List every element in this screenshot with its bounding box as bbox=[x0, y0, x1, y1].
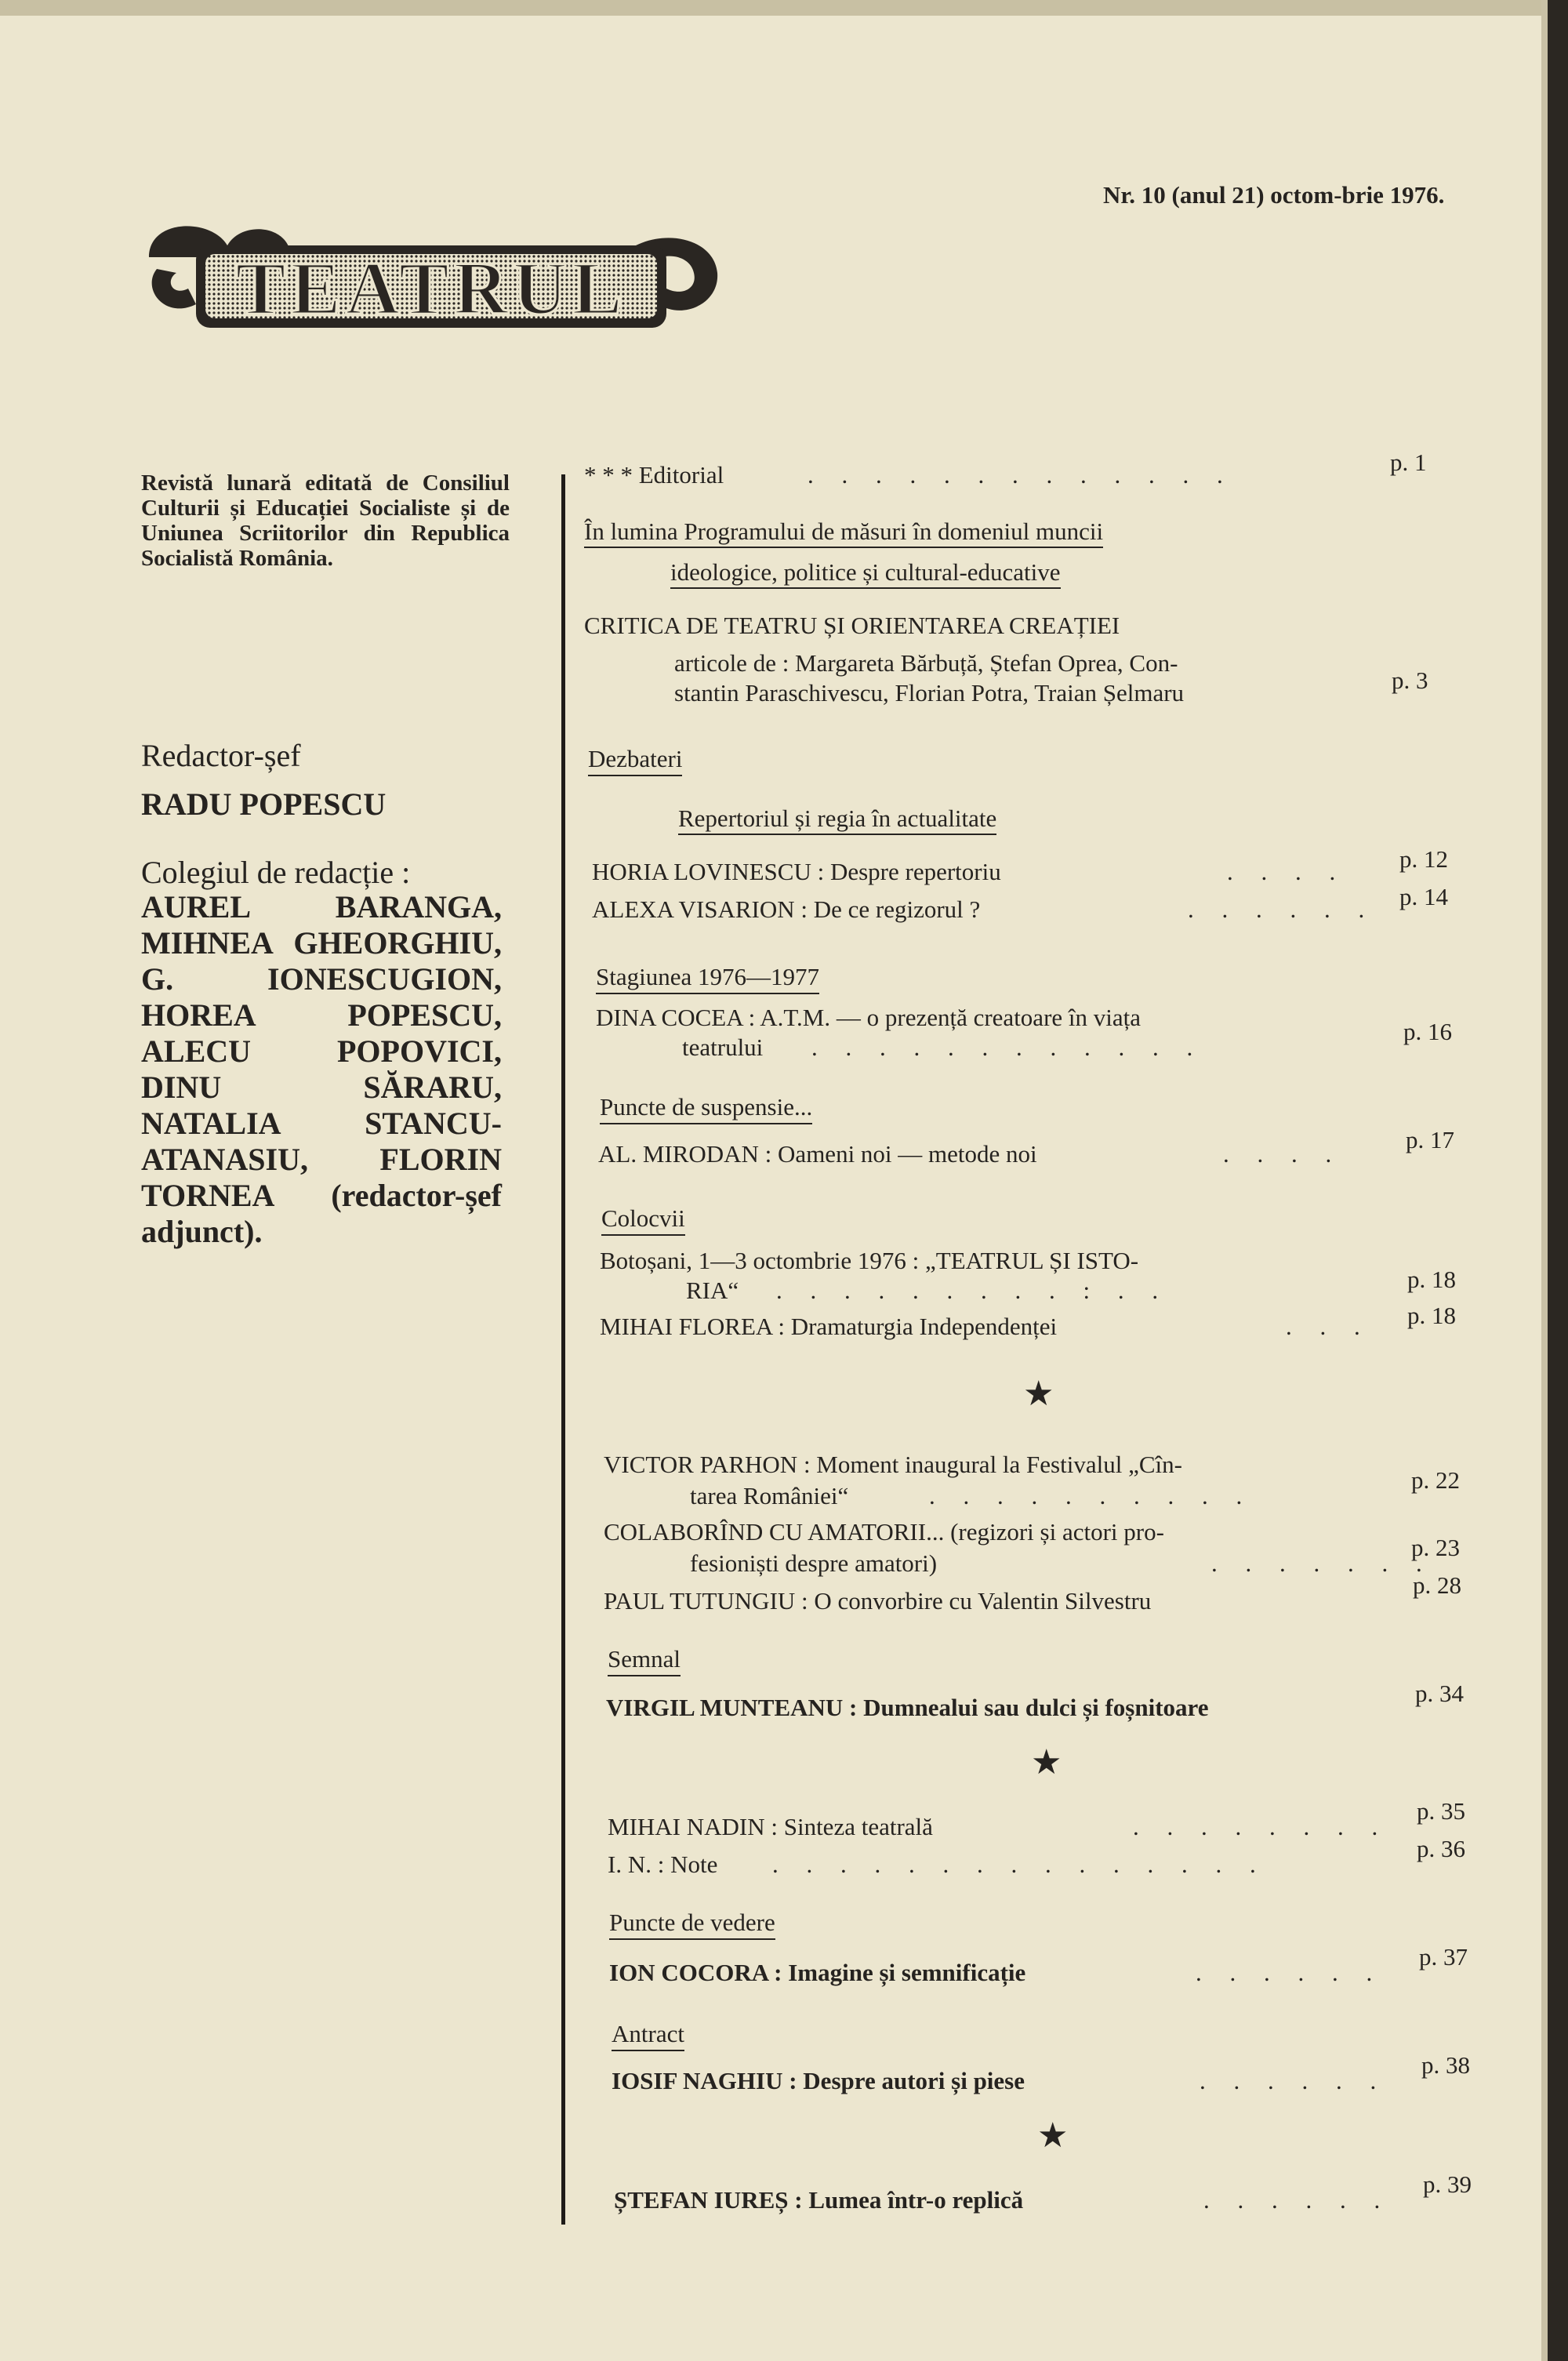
toc-cocea-1: DINA COCEA : A.T.M. — o prezență creatoare în viața bbox=[596, 1004, 1142, 1031]
page-edge bbox=[1548, 0, 1568, 2361]
publisher-note: Revistă lunară editată de Consiliul Culturii și Educației Socialiste și de Uniunea Scriitorilor din Republica Socialistă România. bbox=[141, 470, 510, 571]
toc-parhon-2: tarea României“ bbox=[690, 1482, 849, 1509]
toc-tutungiu: PAUL TUTUNGIU : O convorbire cu Valentin Silvestru bbox=[604, 1587, 1152, 1615]
section-semnal: Semnal bbox=[608, 1645, 681, 1676]
toc-page: p. 17 bbox=[1406, 1126, 1454, 1153]
toc-cocea-2: teatrului bbox=[682, 1033, 764, 1061]
toc-iures: ȘTEFAN IUREȘ : Lumea într-o replică bbox=[614, 2186, 1024, 2214]
toc-botosani-2: RIA“ bbox=[686, 1277, 739, 1304]
toc-leader: . . . . . . . . . . . . . bbox=[808, 461, 1234, 489]
section-puncte-vedere: Puncte de vedere bbox=[609, 1909, 775, 1940]
star-separator: ★ bbox=[1031, 1743, 1062, 1782]
toc-cocora: ION COCORA : Imagine și semnificație bbox=[609, 1959, 1026, 1986]
star-separator: ★ bbox=[1023, 1375, 1054, 1413]
toc-colab-2: fesioniști despre amatori) bbox=[690, 1549, 938, 1577]
toc-page: p. 36 bbox=[1417, 1835, 1465, 1862]
section-dezbateri: Dezbateri bbox=[588, 745, 682, 776]
section-stagiunea: Stagiunea 1976—1977 bbox=[596, 963, 819, 994]
toc-editorial: * * * Editorial bbox=[584, 461, 724, 489]
issue-info: Nr. 10 (anul 21) octom-brie 1976. bbox=[1103, 181, 1445, 209]
page-edge-shadow bbox=[1541, 0, 1548, 2361]
toc-page: p. 37 bbox=[1419, 1943, 1468, 1971]
toc-visarion: ALEXA VISARION : De ce regizorul ? bbox=[592, 895, 981, 923]
toc-naghiu: IOSIF NAGHIU : Despre autori și piese bbox=[612, 2067, 1025, 2094]
toc-page: p. 38 bbox=[1421, 2051, 1470, 2079]
toc-page: p. 35 bbox=[1417, 1797, 1465, 1825]
toc-page: p. 16 bbox=[1403, 1018, 1452, 1045]
table-of-contents: * * * Editorial . . . . . . . . . . . . . p. 1 În lumina Programului de măsuri în domeniul muncii ideologice, politice și cultural-educative CRITICA DE TEATRU ȘI ORIENTAREA CREAȚIEI articole de : Margareta Bărbuță, Ștefan Oprea, Con- stantin Paraschivescu, Florian Potra, Traian Șelmaru p. 3 Dezbateri Repertoriul și regia în actualitate HORIA LOVINESCU : Despre repertoriu . . . . p. 12 ALEXA VISARION : De ce regizorul ? . . . . . . p. 14 Stagiunea 1976—1977 DINA COCEA : A.T.M. — o prezență creatoare în viața teatrului . . . . . . . . . . . . p. 16 Puncte de suspensie... AL. MIRODAN : Oameni noi — metode noi . . . . p. 17 Colocvii Botoșani, 1—3 octombrie 1976 : „TEATRUL ȘI ISTO- RIA“ . . . . . . . . . : . . p. 18 MIHAI FLOREA : Dramaturgia Independenței . . . p. 18 ★ VICTOR PARHON : Moment inaugural la Festivalul „Cîn- tarea României“ . . . . . . . . . . p. 22 COLABORÎND CU AMATORII... (regizori și actori pro- fesioniști despre amatori) . . . . . . . p. 23 PAUL TUTUNGIU : O convorbire cu Valentin Silvestru p. 28 Semnal VIRGIL MUNTEANU : Dumnealui sau dulci și foșnitoare p. 34 ★ MIHAI NADIN : Sinteza teatrală . . . . . . . . p. 35 I. N. : Note . . . . . . . . . . . . . . . p. 36 Puncte de vedere ION COCORA : Imagine și semnificație . . . . . . p. 37 Antract IOSIF NAGHIU : Despre autori și piese . . . . . . p. 38 ★ ȘTEFAN IUREȘ : Lumea într-o replică . . . . . . p. 39 bbox=[584, 449, 1472, 2214]
toc-colab-1: COLABORÎND CU AMATORII... (regizori și actori pro- bbox=[604, 1518, 1164, 1546]
toc-florea: MIHAI FLOREA : Dramaturgia Independenței bbox=[600, 1313, 1058, 1340]
toc-munteanu: VIRGIL MUNTEANU : Dumnealui sau dulci și foșnitoare bbox=[606, 1694, 1209, 1721]
toc-page: p. 18 bbox=[1407, 1266, 1456, 1293]
editor-name: RADU POPESCU bbox=[141, 786, 387, 822]
toc-page: p. 3 bbox=[1392, 667, 1428, 694]
toc-page: p. 14 bbox=[1399, 883, 1448, 910]
toc-nadin: MIHAI NADIN : Sinteza teatrală bbox=[608, 1813, 933, 1840]
toc-lovinescu: HORIA LOVINESCU : Despre repertoriu bbox=[592, 858, 1001, 885]
column-divider bbox=[561, 474, 565, 2225]
toc-page: p. 12 bbox=[1399, 845, 1448, 873]
toc-page: p. 28 bbox=[1413, 1571, 1461, 1599]
toc-page: p. 1 bbox=[1390, 449, 1427, 476]
subsection-repertoriul: Repertoriul și regia în actualitate bbox=[678, 805, 996, 833]
toc-mirodan: AL. MIRODAN : Oameni noi — metode noi bbox=[598, 1140, 1037, 1168]
toc-program-line1: În lumina Programului de măsuri în domeniul muncii bbox=[584, 518, 1103, 546]
toc-critica-authors-2: stantin Paraschivescu, Florian Potra, Traian Șelmaru bbox=[674, 679, 1185, 706]
toc-page: p. 34 bbox=[1415, 1680, 1464, 1707]
toc-program-line2: ideologice, politice și cultural-educative bbox=[670, 558, 1061, 587]
toc-parhon-1: VICTOR PARHON : Moment inaugural la Festivalul „Cîn- bbox=[604, 1451, 1182, 1478]
toc-page: p. 18 bbox=[1407, 1302, 1456, 1329]
toc-critica-title: CRITICA DE TEATRU ȘI ORIENTAREA CREAȚIEI bbox=[584, 612, 1120, 639]
toc-critica-authors-1: articole de : Margareta Bărbuță, Ștefan Oprea, Con- bbox=[674, 649, 1178, 677]
board-members: AUREL BARANGA, MIHNEA GHEORGHIU, G. IONESCUGION, HOREA POPESCU, ALECU POPOVICI, DINU SĂRARU, NATALIA STANCU-ATANASIU, FLORIN TORNEA (redactor-șef adjunct). bbox=[141, 889, 502, 1249]
board-label: Colegiul de redacție : bbox=[141, 855, 411, 890]
section-antract: Antract bbox=[612, 2020, 684, 2051]
section-colocvii: Colocvii bbox=[601, 1204, 685, 1236]
toc-in: I. N. : Note bbox=[608, 1851, 718, 1878]
toc-botosani-1: Botoșani, 1—3 octombrie 1976 : „TEATRUL ȘI ISTO- bbox=[600, 1247, 1139, 1274]
editor-label: Redactor-șef bbox=[141, 738, 301, 773]
section-puncte-suspensie: Puncte de suspensie... bbox=[600, 1093, 812, 1124]
logo-text: TEATRUL bbox=[235, 246, 627, 330]
toc-page: p. 39 bbox=[1423, 2170, 1472, 2198]
star-separator: ★ bbox=[1037, 2116, 1069, 2155]
toc-page: p. 23 bbox=[1411, 1534, 1460, 1561]
toc-page: p. 22 bbox=[1411, 1466, 1460, 1494]
